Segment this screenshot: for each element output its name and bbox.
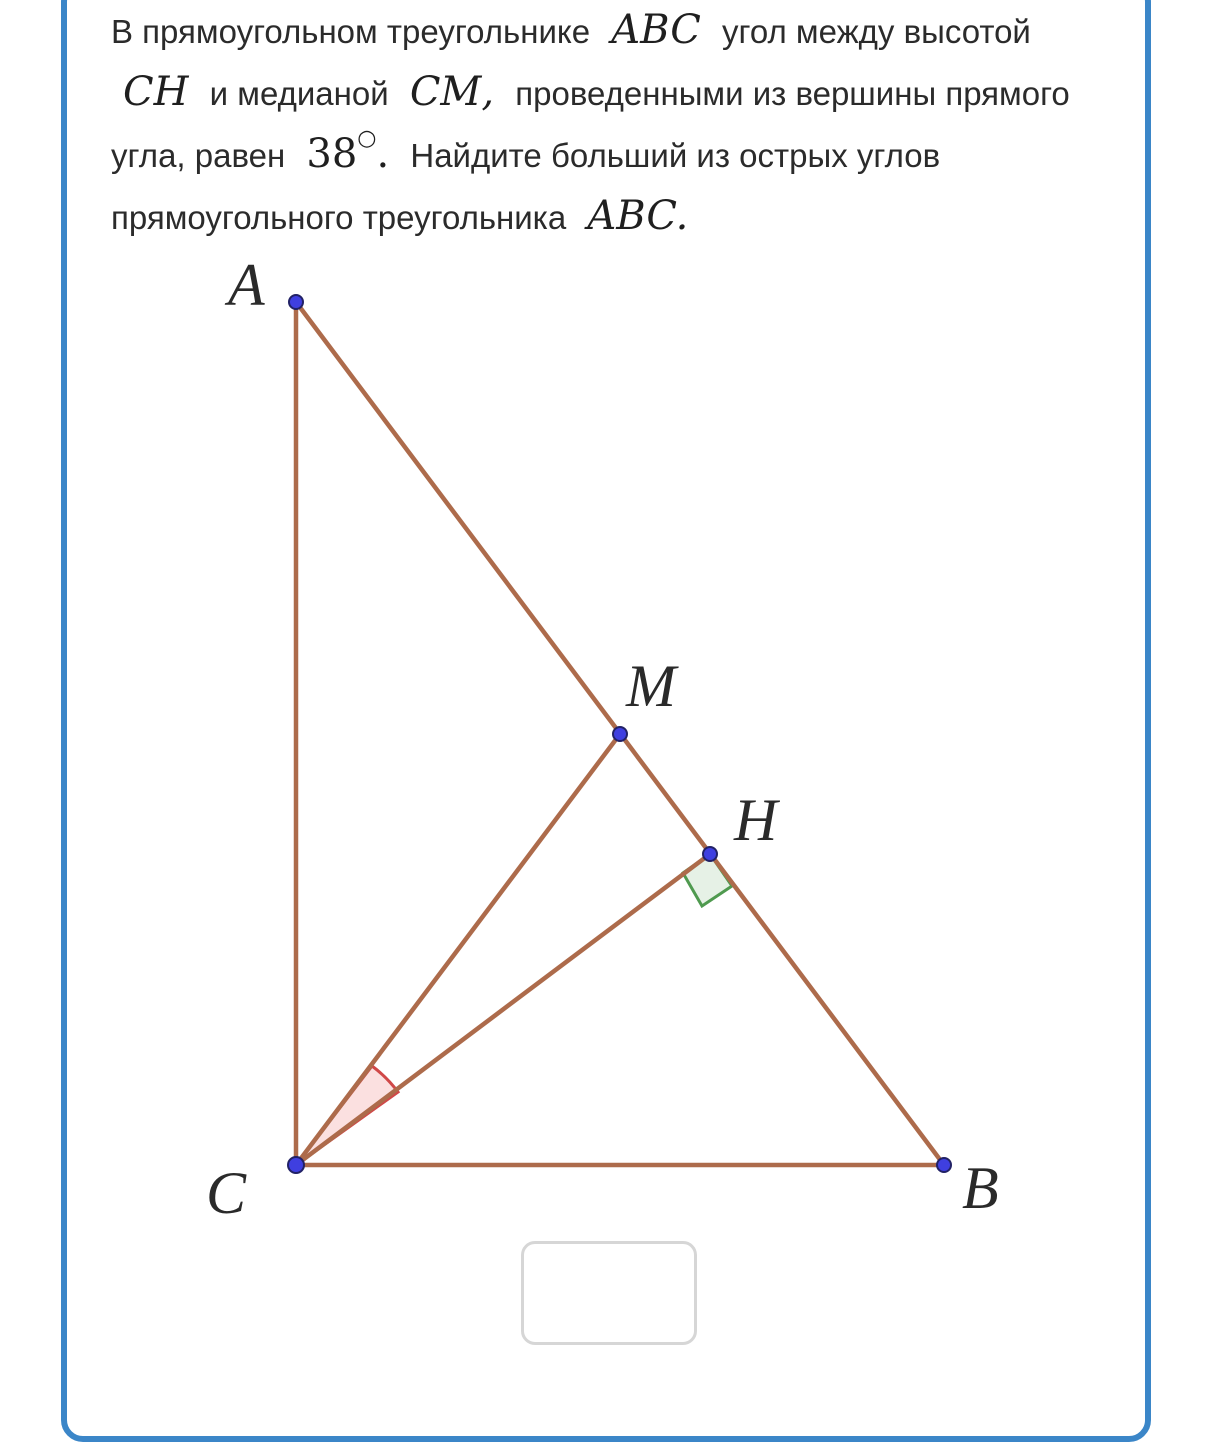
label-c: C bbox=[206, 1160, 247, 1226]
label-a: A bbox=[228, 252, 265, 318]
math-triangle-abc: ABC bbox=[611, 7, 701, 53]
label-b: B bbox=[962, 1155, 999, 1221]
math-median-cm: CM, bbox=[409, 69, 495, 115]
angle-mark-mch bbox=[296, 1066, 398, 1165]
degree-symbol: ○ bbox=[357, 126, 377, 151]
point-c bbox=[288, 1157, 304, 1173]
median-cm bbox=[296, 734, 620, 1165]
answer-input[interactable] bbox=[521, 1241, 697, 1345]
angle-period: . bbox=[376, 131, 390, 177]
problem-text-2: угол между высотой bbox=[722, 13, 1031, 50]
problem-text-1: В прямоугольном треугольнике bbox=[111, 13, 591, 50]
height-ch bbox=[296, 854, 710, 1165]
label-h: H bbox=[734, 787, 778, 853]
math-height-ch: CH bbox=[123, 69, 189, 115]
problem-text-5: Найдите больший из острых углов прямоугольного треугольника bbox=[111, 137, 941, 236]
math-triangle-abc-2: ABC. bbox=[587, 193, 689, 239]
problem-text-4: проведенными из вершины прямого угла, равен bbox=[111, 75, 1070, 174]
point-a bbox=[289, 295, 303, 309]
problem-text-3: и медианой bbox=[209, 75, 389, 112]
right-angle-mark-h bbox=[683, 854, 732, 906]
point-b bbox=[937, 1158, 951, 1172]
point-h bbox=[703, 847, 717, 861]
point-m bbox=[613, 727, 627, 741]
label-m: M bbox=[626, 653, 676, 719]
angle-number: 38 bbox=[306, 131, 358, 177]
